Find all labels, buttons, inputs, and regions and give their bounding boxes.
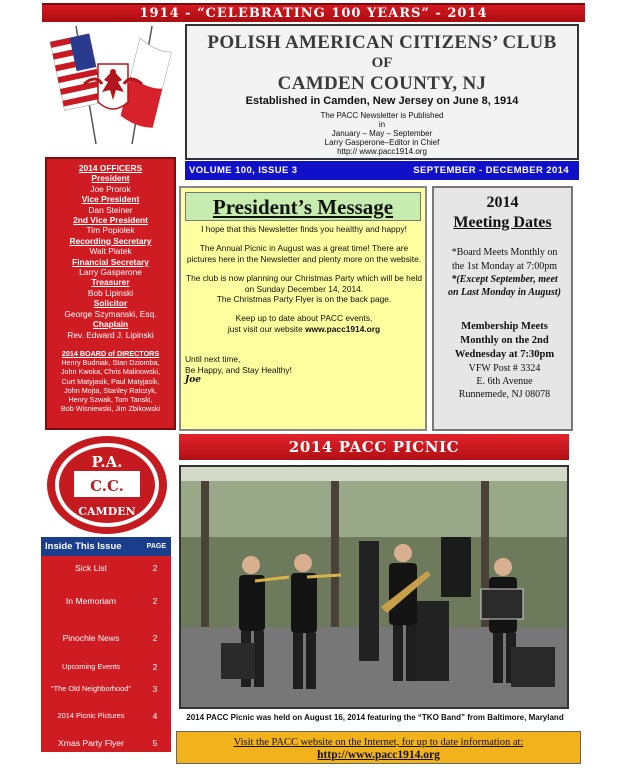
contents-item-title: Upcoming Events: [62, 662, 120, 671]
board-line: Bob Wisniewski, Jim Zbikowski: [60, 404, 161, 414]
officer-title: Solicitor: [93, 298, 128, 309]
masthead-website[interactable]: http:// www.pacc1914.org: [337, 147, 427, 156]
flags-eagle-logo: [44, 24, 182, 152]
emblem-text-bottom: CAMDEN: [78, 505, 136, 518]
inside-this-issue-heading: [41, 537, 171, 556]
contents-item-title: In Memoriam: [65, 596, 117, 606]
photo-caption: 2014 PACC Picnic was held on August 16, 2014 featuring the “TKO Band” from Baltimore, Maryland: [186, 713, 564, 722]
contents-item-title: Sick List: [75, 563, 107, 573]
message-paragraph: The club is now planning our Christmas Party which will be held on Sunday December 14, 2014.: [185, 273, 422, 294]
board-line: John Kwoka, Chris Malinowski,: [60, 367, 161, 377]
volume-issue: VOLUME 100, ISSUE 3: [189, 165, 298, 176]
contents-item-page: 2: [152, 596, 158, 606]
club-emblem-logo: [40, 433, 174, 538]
issue-date-range: SEPTEMBER - DECEMBER 2014: [413, 165, 569, 176]
signature: Joe: [185, 375, 201, 386]
officer-name: Larry Gasperone: [79, 267, 142, 278]
officer-title: Recording Secretary: [69, 235, 152, 246]
masthead-title: POLISH AMERICAN CITIZENS’ CLUB: [207, 32, 557, 53]
presidents-message-title: President’s Message: [212, 195, 394, 219]
contents-item-title: Xmas Party Flyer: [58, 738, 124, 748]
presidents-message-body: [185, 224, 423, 394]
officer-name: Walt Piatek: [89, 246, 132, 257]
emblem-text-top: P.A.: [91, 453, 123, 471]
website-footer: [176, 731, 581, 764]
presidents-message-title-box: [185, 192, 421, 221]
board-line: Henry Szwak, Tom Tanski,: [68, 394, 153, 404]
membership-line: Membership Meets: [461, 321, 548, 332]
volume-bar: [185, 161, 579, 180]
masthead-editor: Larry Gasperone–Editor in Chief: [324, 138, 440, 147]
contents-item-title: “The Old Neighborhood”: [51, 684, 131, 693]
message-paragraph: Keep up to date about PACC events,: [235, 313, 373, 324]
officers-sidebar: [45, 157, 176, 430]
meeting-line: on Last Monday in August): [448, 287, 561, 298]
message-paragraph: [185, 324, 423, 334]
footer-url-link[interactable]: http://www.pacc1914.org: [317, 749, 440, 761]
masthead-in: in: [378, 120, 386, 129]
officers-heading: 2014 OFFICERS: [78, 163, 143, 173]
meeting-title: Meeting Dates: [453, 214, 552, 231]
presidents-message-box: [179, 186, 427, 431]
board-line: John Mojta, Stanley Ratczyk,: [64, 385, 157, 395]
meeting-line: *Board Meets Monthly on: [451, 247, 558, 258]
footer-link-text[interactable]: Visit the PACC website on the Internet, for up to date information at:: [233, 737, 524, 748]
officer-title: Vice President: [81, 194, 140, 205]
meeting-line: the 1st Monday at 7:00pm: [452, 261, 557, 272]
contents-item-page: 2: [152, 662, 158, 672]
picnic-banner: [179, 434, 569, 460]
meeting-post: VFW Post # 3324: [468, 363, 541, 374]
contents-item-page: 3: [152, 684, 158, 694]
inside-this-issue-list: [41, 556, 171, 752]
board-heading: 2014 BOARD of DIRECTORS: [61, 348, 160, 358]
officer-title: Financial Secretary: [72, 256, 149, 267]
officer-name: Dan Steiner: [88, 204, 133, 215]
officer-name: George Szymanski, Esq.: [64, 308, 157, 319]
masthead-county: CAMDEN COUNTY, NJ: [277, 73, 487, 94]
officer-title: 2nd Vice President: [73, 215, 148, 226]
contents-item-page: 2: [152, 633, 158, 643]
masthead-months: January – May – September: [331, 129, 433, 138]
contents-item-page: 4: [152, 711, 158, 721]
board-line: Henry Budniak, Stan Dziomba,: [61, 358, 160, 368]
message-closing: Be Happy, and Stay Healthy!: [185, 364, 292, 375]
officer-name: Bob Lipinski: [87, 287, 134, 298]
banner-text: 1914 - “CELEBRATING 100 YEARS” - 2014: [139, 6, 488, 21]
emblem-text-mid: C.C.: [90, 477, 124, 495]
picnic-band-photo: [179, 465, 569, 709]
top-banner: [42, 3, 585, 22]
meeting-city: Runnemede, NJ 08078: [458, 389, 551, 400]
contents-item-title: 2014 Picnic Pictures: [57, 711, 125, 720]
message-text: just visit our website: [227, 323, 303, 334]
masthead-of: OF: [371, 55, 393, 71]
meeting-year: 2014: [486, 194, 519, 211]
picnic-banner-text: 2014 PACC PICNIC: [288, 438, 460, 456]
meeting-dates-box: [432, 186, 573, 431]
message-website-link[interactable]: www.pacc1914.org: [305, 323, 381, 334]
contents-item-page: 5: [152, 738, 158, 748]
officer-name: Tim Popiolek: [86, 225, 135, 236]
masthead: [185, 24, 579, 160]
officer-name: Rev. Edward J. Lipinski: [67, 329, 154, 340]
message-paragraph: The Annual Picnic in August was a great time! There are pictures here in the Newsletter and plenty more on the website.: [186, 243, 422, 264]
officer-title: Treasurer: [91, 277, 130, 288]
message-paragraph: I hope that this Newsletter finds you healthy and happy!: [201, 224, 407, 234]
masthead-published: The PACC Newsletter is Published: [320, 111, 444, 120]
meeting-address: E. 6th Avenue: [476, 376, 533, 387]
contents-item-page: 2: [152, 563, 158, 573]
inside-heading-label: Inside This Issue: [45, 541, 122, 552]
officer-name: Joe Prorok: [90, 183, 131, 194]
message-closing: Until next time,: [185, 354, 241, 365]
officer-title: Chaplain: [92, 319, 129, 330]
board-line: Curt Matyjasik, Paul Matyjasik,: [61, 376, 160, 386]
inside-page-label: PAGE: [146, 543, 166, 550]
membership-line: Monthly on the 2nd: [460, 335, 549, 346]
contents-item-title: Pinochle News: [62, 633, 120, 643]
message-paragraph: The Christmas Party Flyer is on the back page.: [216, 294, 392, 305]
membership-line: Wednesday at 7:30pm: [454, 349, 555, 360]
officer-title: President: [91, 173, 130, 184]
meeting-line: *(Except September, meet: [451, 274, 558, 285]
masthead-established: Established in Camden, New Jersey on June 8, 1914: [245, 95, 519, 107]
